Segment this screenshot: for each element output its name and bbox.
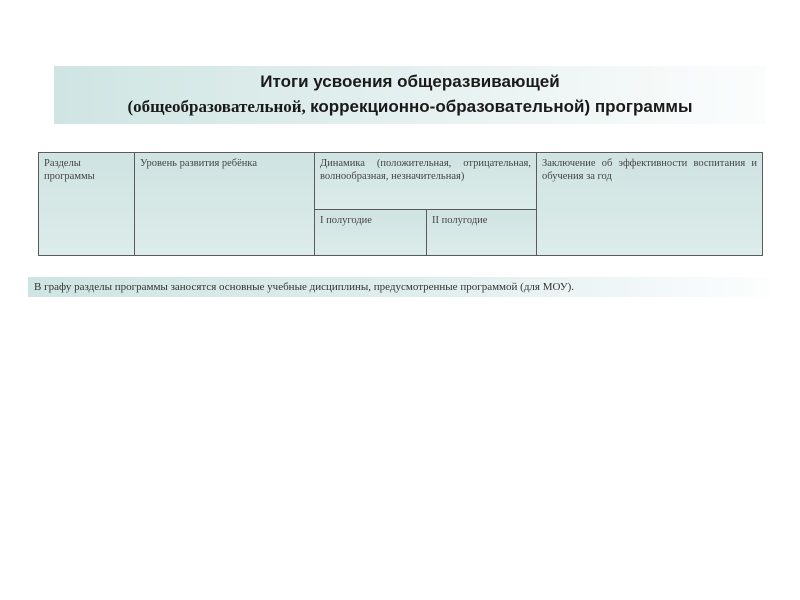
table-header-row (39, 153, 763, 210)
title-line-2-part-2: коррекционно-образовательной) программы (310, 97, 693, 116)
header-sections-cell: Разделы программы (39, 153, 135, 256)
header-level-cell: Уровень развития ребёнка (135, 153, 315, 256)
footnote: В графу разделы программы заносятся основные учебные дисциплины, предусмотренные программой (для МОУ). (28, 277, 772, 297)
header-conclusion-cell: Заключение об эффективности воспитания и обучения за год (537, 153, 763, 256)
title-banner (54, 66, 766, 124)
title-line-2 (54, 97, 766, 117)
subheader-half-1-cell: I полугодие (315, 209, 427, 255)
subheader-half-2-cell: II полугодие (427, 209, 537, 255)
title-line-1: Итоги усвоения общеразвивающей (260, 72, 560, 91)
title-line-2-part-1: (общеобразовательной, (127, 97, 311, 116)
results-table (38, 152, 763, 256)
header-dynamics-cell: Динамика (положительная, отрицательная, волнообразная, незначительная) (315, 153, 537, 210)
